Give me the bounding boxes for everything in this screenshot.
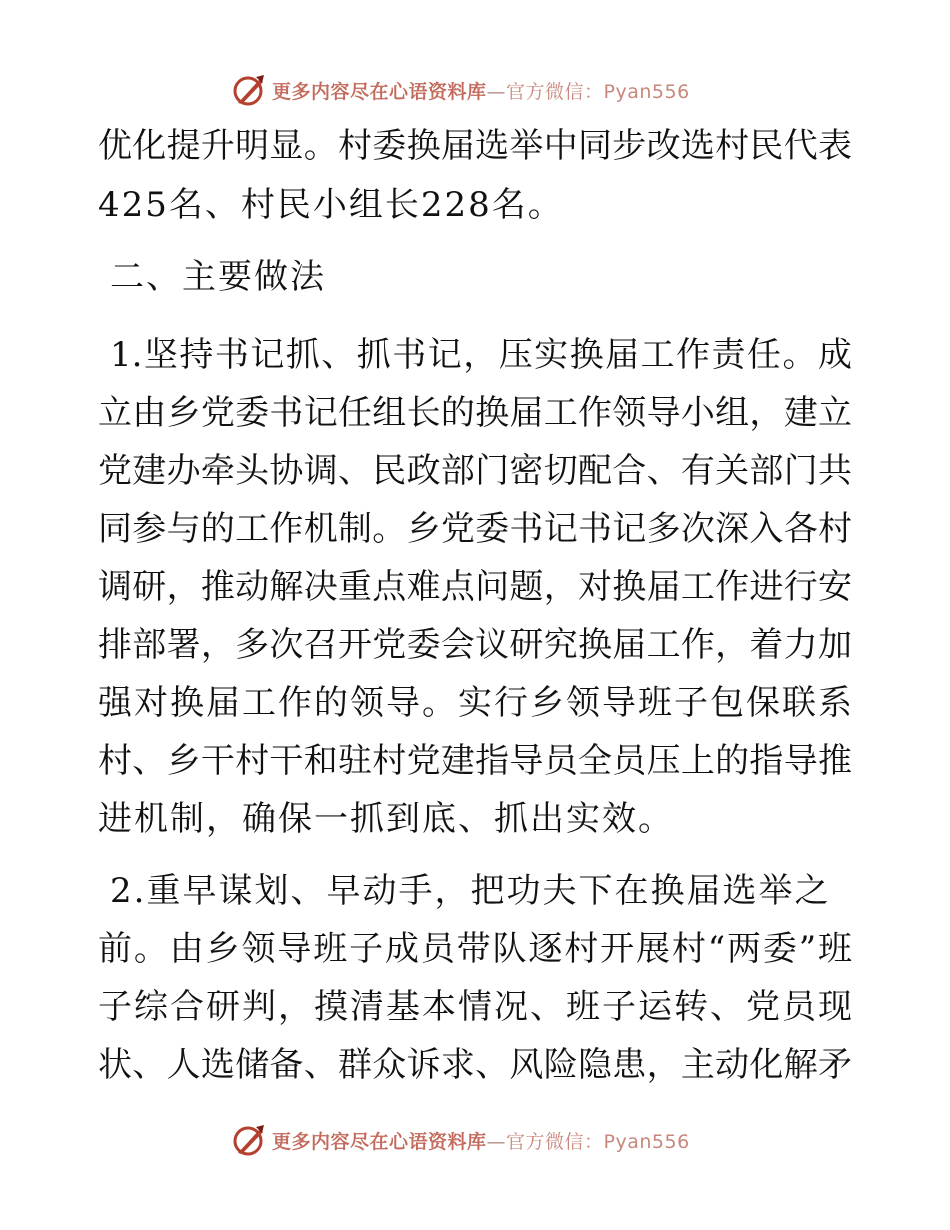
paragraph-line: 调研，推动解决重点难点问题，对换届工作进行安 — [98, 567, 852, 607]
watermark-brand: 更多内容尽在心语资料库 — [272, 80, 487, 103]
paragraph-line: 进机制，确保一抓到底、抓出实效。 — [98, 799, 674, 839]
section-heading: 二、主要做法 — [110, 257, 326, 297]
watermark-label: 官方微信： — [506, 80, 604, 103]
paragraph-line: 425名、村民小组长228名。 — [98, 185, 564, 225]
paragraph-line: 村、乡干村干和驻村党建指导员全员压上的指导推 — [98, 741, 852, 781]
watermark-dash: — — [486, 1130, 507, 1153]
paragraph-line: 1.坚持书记抓、抓书记，压实换届工作责任。成 — [110, 335, 852, 375]
paragraph-line: 子综合研判，摸清基本情况、班子运转、党员现 — [98, 987, 854, 1027]
quill-logo-icon — [232, 73, 266, 107]
paragraph-line: 优化提升明显。村委换届选举中同步改选村民代表 — [98, 126, 852, 166]
paragraph-line: 状、人选储备、群众诉求、风险隐患，主动化解矛 — [98, 1045, 852, 1085]
header-watermark — [232, 72, 690, 108]
paragraph-line: 强对换届工作的领导。实行乡领导班子包保联系 — [98, 683, 854, 723]
paragraph-line: 排部署，多次召开党委会议研究换届工作，着力加 — [98, 625, 852, 665]
watermark-handle: Pyan556 — [603, 80, 690, 103]
paragraph-line: 党建办牵头协调、民政部门密切配合、有关部门共 — [98, 451, 852, 491]
watermark-brand: 更多内容尽在心语资料库 — [272, 1130, 487, 1153]
paragraph-line: 2.重早谋划、早动手，把功夫下在换届选举之 — [110, 871, 831, 911]
watermark-label: 官方微信： — [506, 1130, 604, 1153]
watermark-dash: — — [486, 80, 507, 103]
footer-watermark — [232, 1122, 690, 1158]
quill-logo-icon — [232, 1123, 266, 1157]
paragraph-line: 前。由乡领导班子成员带队逐村开展村“两委”班 — [98, 929, 852, 969]
paragraph-line: 同参与的工作机制。乡党委书记书记多次深入各村 — [98, 509, 852, 549]
watermark-handle: Pyan556 — [603, 1130, 690, 1153]
paragraph-line: 立由乡党委书记任组长的换届工作领导小组，建立 — [98, 393, 852, 433]
